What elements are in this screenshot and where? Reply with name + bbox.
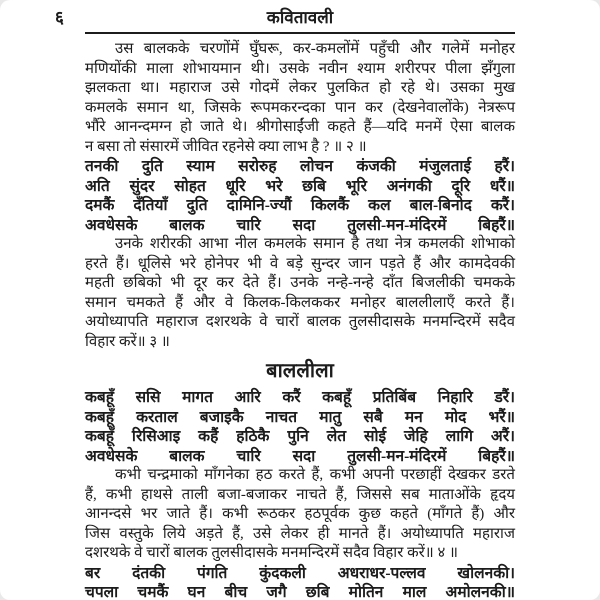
text-line: मणियोंकी माला शोभायमान थी। उसके नवीन श्याम शरीरपर पीला झँगुला xyxy=(85,60,515,77)
verse-stanza-1 xyxy=(85,157,515,235)
page-title: कवितावली xyxy=(266,8,334,27)
section-heading: बाललीला xyxy=(266,360,334,382)
header-rule xyxy=(85,32,515,34)
prose-paragraph-1 xyxy=(85,40,515,157)
verse-line: अवधेसके बालक चारि सदा तुलसी-मन-मंदिरमें बिहरैं॥ xyxy=(85,447,515,465)
text-line: उस बालकके चरणोंमें घुँघरू, कर-कमलोंमें पहुँची और गलेमें मनोहर xyxy=(115,41,515,57)
text-line: कभी चन्द्रमाको माँगनेका हठ करते हैं, कभी अपनी परछाहीं देखकर डरते xyxy=(115,467,515,483)
text-line: भौंरे आनन्दमग्न हो जाते थे। श्रीगोसाईंजी कहते हैं—यदि मनमें ऐसा बालक xyxy=(85,119,515,135)
text-line: विहार करें॥ ३ ॥ xyxy=(85,333,170,350)
verse-line: अवधेसके बालक चारि सदा तुलसी-मन-मंदिरमें बिहरैं॥ xyxy=(85,216,515,234)
text-line: अयोध्यापति महाराज दशरथके वे चारों बालक तुलसीदासके मनमन्दिरमें सदैव xyxy=(85,314,515,330)
verse-line: बर दंतकी पंगति कुंदकली अधराधर-पल्लव खोलनकी। xyxy=(85,564,515,582)
verse-line: अति सुंदर सोहत धूरि भरे छबि भूरि अनंगकी दूरि धरैं॥ xyxy=(85,177,515,195)
verse-line: कबहूँ रिसिआइ कहैं हठिकै पुनि लेत सोई जेहि लागि अरैं। xyxy=(85,428,515,445)
verse-line: कबहूँ ससि मागत आरि करैं कबहूँ प्रतिबिंब निहारि डरैं। xyxy=(85,389,515,406)
page-header xyxy=(55,6,515,30)
verse-stanza-2 xyxy=(85,388,515,466)
text-line: जिस वस्तुके लिये अड़ते हैं, उसे लेकर ही मानते हैं। अयोध्यापति महाराज xyxy=(85,525,515,542)
text-line: न बसा तो संसारमें जीवित रहनेसे क्या लाभ है ? ॥ २ ॥ xyxy=(85,138,367,155)
page-number: ६ xyxy=(55,8,64,27)
text-line: दशरथके वे चारों बालक तुलसीदासके मनमन्दिरमें सदैव विहार करें॥ ४ ॥ xyxy=(85,545,459,561)
text-line: महती छबिको भी दूर कर देते हैं। उनके नन्हे-नन्हे दाँत बिजलीकी चमकके xyxy=(85,275,515,291)
text-line: उनके शरीरकी आभा नील कमलके समान है तथा नेत्र कमलकी शोभाको xyxy=(115,236,515,252)
text-line: समान चमकते हैं और वे किलक-किलककर मनोहर बाललीलाएँ करते हैं। xyxy=(85,294,515,311)
verse-line: तनकी दुति स्याम सरोरुह लोचन कंजकी मंजुलताई हरैं। xyxy=(85,158,515,175)
text-line: हरते हैं। धूलिसे भरे होनेपर भी वे बड़े सुन्दर जान पड़ते हैं और कामदेवकी xyxy=(85,255,515,272)
text-line: कमलके समान था, जिसके रूपमकरन्दका पान कर (देखनेवालोंके) नेत्ररूप xyxy=(85,99,515,116)
prose-paragraph-2 xyxy=(85,235,515,352)
prose-paragraph-3 xyxy=(85,466,515,564)
text-line: झलकता था। महाराज उसे गोदमें लेकर पुलकित हो रहे थे। उसका मुख xyxy=(85,80,515,96)
text-line: हैं, कभी हाथसे ताली बजा-बजाकर नाचते हैं, जिससे सब माताओंके हृदय xyxy=(85,486,515,503)
verse-stanza-3 xyxy=(85,564,515,600)
verse-line: दमकैं दँतियाँ दुति दामिनि-ज्यौं किलकैं कल बाल-बिनोद करैं। xyxy=(85,197,515,214)
verse-line: चपला चमकैं घन बीच जगै छबि मोतिन माल अमोलनकी॥ xyxy=(85,584,515,600)
verse-line: कबहूँ करताल बजाइकै नाचत मातु सबै मन मोद भरैं॥ xyxy=(85,408,515,426)
text-line: आनन्दसे भर जाते हैं। कभी रूठकर हठपूर्वक कुछ कहते (माँगते हैं) और xyxy=(85,506,515,522)
